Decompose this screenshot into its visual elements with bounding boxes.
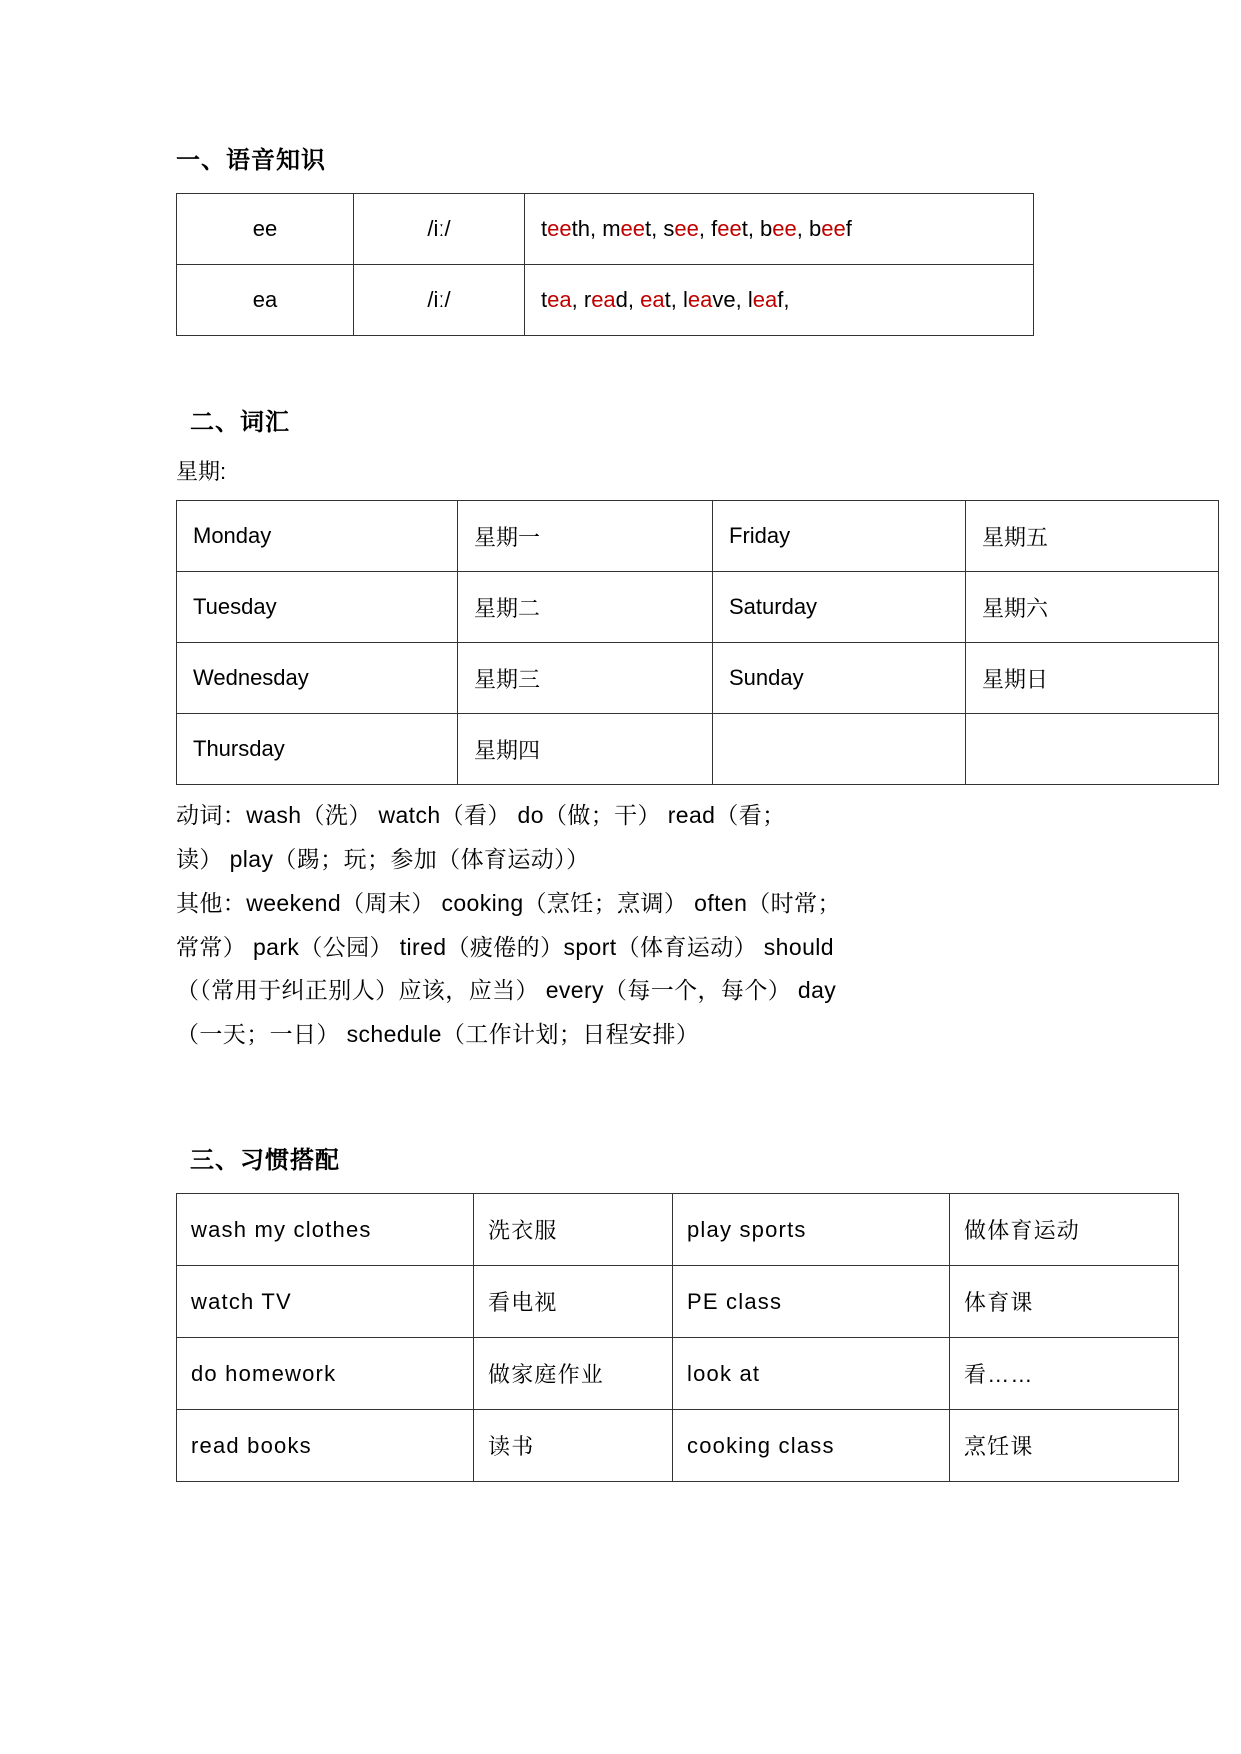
phrase-english: do homework	[177, 1338, 474, 1410]
word-highlight: ee	[717, 216, 742, 241]
day-chinese: 星期四	[458, 714, 713, 785]
day-chinese: 星期日	[966, 643, 1219, 714]
word-part: ,	[698, 216, 705, 241]
phonics-letters: ea	[177, 265, 354, 336]
word-part: d,	[615, 287, 635, 312]
table-row	[177, 265, 1034, 336]
phonics-words	[525, 265, 1034, 336]
others-line-3: （（常用于纠正别人）应该，应当） every（每一个，每个） day	[176, 977, 837, 1004]
phonics-sound: /iː/	[354, 265, 525, 336]
table-row	[177, 572, 1219, 643]
verbs-line-2: 读） play（踢；玩；参加（体育运动））	[176, 845, 590, 872]
word-part: t,	[741, 216, 754, 241]
table-row	[177, 643, 1219, 714]
word-part: b	[753, 216, 773, 241]
word-highlight: ea	[752, 287, 778, 312]
word-part: t,	[664, 287, 677, 312]
word-highlight: ee	[547, 216, 572, 241]
word-part: l	[741, 287, 753, 312]
day-english: Tuesday	[177, 572, 458, 643]
phonics-table	[176, 193, 1034, 336]
phrase-chinese: 做家庭作业	[474, 1338, 673, 1410]
phrase-chinese: 看电视	[474, 1266, 673, 1338]
phrase-english: PE class	[673, 1266, 950, 1338]
days-label: 星期:	[176, 459, 227, 484]
others-line-1: 其他：weekend（周末） cooking（烹饪；烹调） often（时常；	[176, 889, 841, 916]
vocabulary-heading: 二、词汇	[190, 409, 290, 436]
phrase-english: wash my clothes	[177, 1194, 474, 1266]
phrase-english: read books	[177, 1410, 474, 1482]
word-highlight: ee	[821, 216, 846, 241]
word-highlight: ea	[547, 287, 572, 312]
table-row	[177, 501, 1219, 572]
day-chinese: 星期六	[966, 572, 1219, 643]
others-line-4: （一天；一日） schedule（工作计划；日程安排）	[176, 1021, 700, 1048]
day-english: Saturday	[713, 572, 966, 643]
day-english: Wednesday	[177, 643, 458, 714]
phrase-english: watch TV	[177, 1266, 474, 1338]
phrase-english: look at	[673, 1338, 950, 1410]
word-part: f	[704, 216, 718, 241]
phonics-words	[525, 194, 1034, 265]
phrases-table	[176, 1193, 1179, 1482]
day-english: Thursday	[177, 714, 458, 785]
table-row	[177, 194, 1034, 265]
verbs-line-1: 动词：wash（洗） watch（看） do（做；干） read（看；	[176, 802, 786, 828]
phrase-english: cooking class	[673, 1410, 950, 1482]
word-part: t	[541, 216, 548, 241]
day-chinese: 星期五	[966, 501, 1219, 572]
word-part: r	[577, 287, 592, 312]
word-highlight: ea	[687, 287, 713, 312]
phrase-english: play sports	[673, 1194, 950, 1266]
word-part: s	[657, 216, 675, 241]
word-highlight: ee	[674, 216, 699, 241]
day-chinese: 星期三	[458, 643, 713, 714]
phonics-sound: /iː/	[354, 194, 525, 265]
word-part: l	[676, 287, 688, 312]
phrase-chinese: 读书	[474, 1410, 673, 1482]
phonics-heading: 一、语音知识	[176, 147, 326, 174]
day-chinese: 星期一	[458, 501, 713, 572]
table-row	[177, 1338, 1179, 1410]
table-row	[177, 714, 1219, 785]
word-part: ve,	[712, 287, 742, 312]
day-chinese-empty	[966, 714, 1219, 785]
word-part: ,	[571, 287, 578, 312]
phrase-chinese: 烹饪课	[950, 1410, 1179, 1482]
word-part: th,	[571, 216, 597, 241]
section-spacer	[176, 1056, 1071, 1140]
word-part: t,	[645, 216, 658, 241]
day-english: Monday	[177, 501, 458, 572]
word-part: m	[596, 216, 621, 241]
word-highlight: ee	[772, 216, 797, 241]
phrase-chinese: 做体育运动	[950, 1194, 1179, 1266]
word-part: f,	[777, 287, 790, 312]
word-part: ,	[796, 216, 803, 241]
word-part: t	[541, 287, 548, 312]
table-row	[177, 1410, 1179, 1482]
day-english: Friday	[713, 501, 966, 572]
table-row	[177, 1194, 1179, 1266]
word-highlight: ea	[640, 287, 665, 312]
table-row	[177, 1266, 1179, 1338]
word-part: f	[845, 216, 852, 241]
others-line-2: 常常） park（公园） tired（疲倦的）sport（体育运动） should	[176, 933, 834, 960]
word-part: b	[802, 216, 822, 241]
word-highlight: ea	[591, 287, 616, 312]
phrase-chinese: 体育课	[950, 1266, 1179, 1338]
days-of-week-table	[176, 500, 1219, 785]
day-chinese: 星期二	[458, 572, 713, 643]
phrases-heading: 三、习惯搭配	[190, 1147, 340, 1175]
word-highlight: ee	[620, 216, 646, 241]
phonics-letters: ee	[177, 194, 354, 265]
day-english-empty	[713, 714, 966, 785]
day-english: Sunday	[713, 643, 966, 714]
phrase-chinese: 看……	[950, 1338, 1179, 1410]
phrase-chinese: 洗衣服	[474, 1194, 673, 1266]
